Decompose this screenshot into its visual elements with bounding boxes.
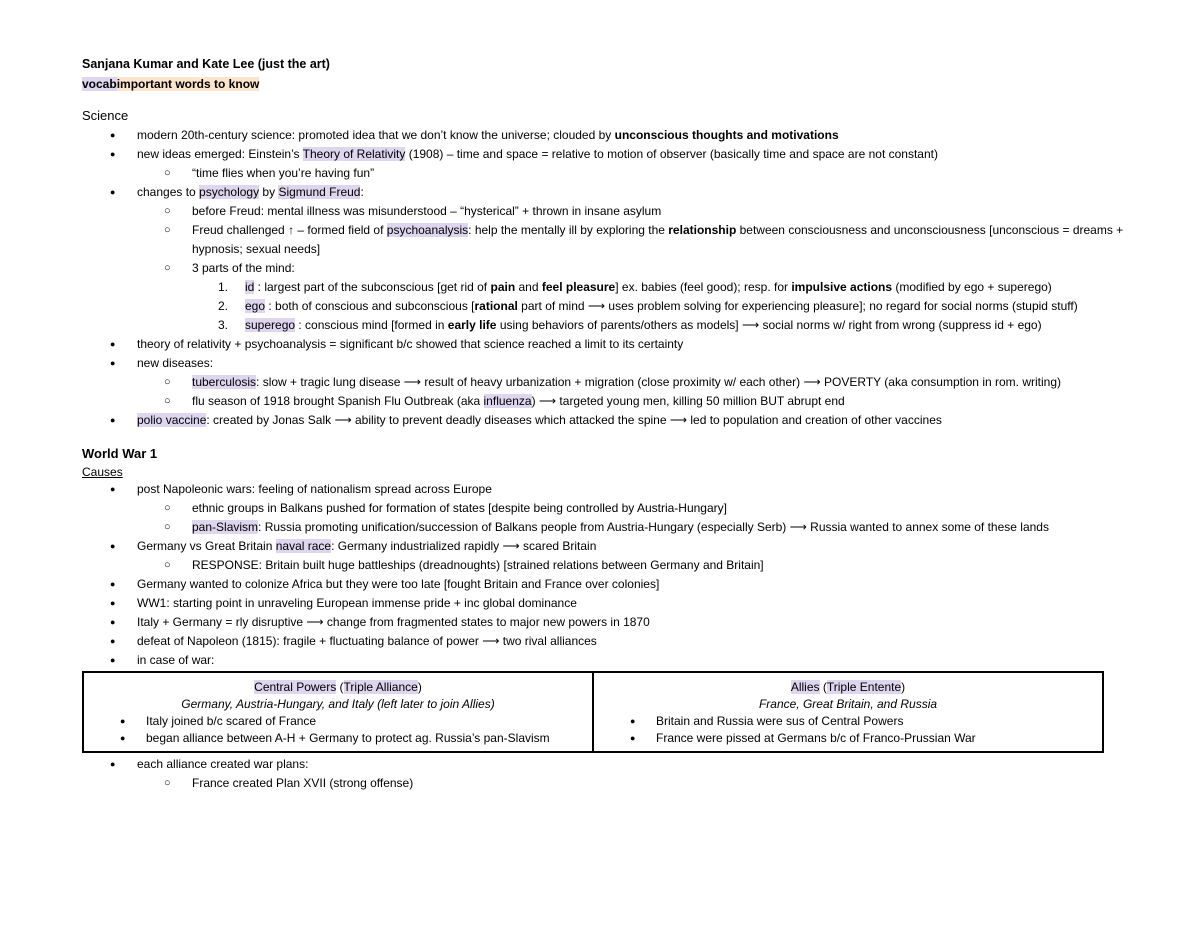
list-numbered-item: 2. ego : both of conscious and subconscious [rational part of mind ⟶ uses problem solving for experiencing pleasure]; no regard for social norms (stupid stuff): [218, 299, 1078, 313]
allies-members: France, Great Britain, and Russia: [758, 697, 938, 711]
alliances-table: [82, 671, 1104, 753]
list-item: ● France were pissed at Germans b/c of Franco-Prussian War: [602, 730, 1094, 747]
list-item: ● modern 20th-century science: promoted idea that we don’t know the universe; clouded by unconscious thoughts and motivations: [82, 126, 1122, 145]
science-list: [82, 126, 1122, 430]
list-item: ● Germany vs Great Britain naval race: Germany industrialized rapidly ⟶ scared Britain: [82, 537, 1122, 556]
list-item: ● Italy joined b/c scared of France: [92, 713, 584, 730]
authors-line: Sanjana Kumar and Kate Lee (just the art): [82, 57, 330, 71]
list-item: ● post Napoleonic wars: feeling of nationalism spread across Europe: [82, 480, 1122, 499]
list-subitem: ○ RESPONSE: Britain built huge battleships (dreadnoughts) [strained relations between Germany and Britain]: [82, 556, 1122, 575]
list-numbered-item: 1. id : largest part of the subconscious [get rid of pain and feel pleasure] ex. babies (feel good); resp. for impulsive actions (modified by ego + superego): [218, 280, 1052, 294]
list-item: ● in case of war:: [82, 651, 1122, 670]
list-item: ● new ideas emerged: Einstein’s Theory of Relativity (1908) – time and space = relative to motion of observer (basically time and space are not constant): [82, 145, 1122, 164]
list-item: ● each alliance created war plans:: [82, 755, 1122, 774]
allies-title: Allies (Triple Entente): [790, 680, 906, 694]
list-item: ● changes to psychology by Sigmund Freud:: [82, 183, 1122, 202]
list-subitem: ○ 3 parts of the mind:: [82, 259, 1122, 278]
list-subitem: ○ tuberculosis: slow + tragic lung disease ⟶ result of heavy urbanization + migration (close proximity w/ each other) ⟶ POVERTY (aka consumption in rom. writing): [82, 373, 1122, 392]
list-subitem: ○ flu season of 1918 brought Spanish Flu Outbreak (aka influenza) ⟶ targeted young men, killing 50 million BUT abrupt end: [82, 392, 1122, 411]
legend-important: important words to know: [116, 77, 260, 91]
list-subitem: ○ before Freud: mental illness was misunderstood – “hysterical” + thrown in insane asylum: [82, 202, 1122, 221]
list-item: ● polio vaccine: created by Jonas Salk ⟶ ability to prevent deadly diseases which attacked the spine ⟶ led to population and creation of other vaccines: [82, 411, 1122, 430]
list-item: ● defeat of Napoleon (1815): fragile + fluctuating balance of power ⟶ two rival alliances: [82, 632, 1122, 651]
list-item: ● Germany wanted to colonize Africa but they were too late [fought Britain and France over colonies]: [82, 575, 1122, 594]
legend-vocab: vocab: [82, 77, 117, 91]
highlight-legend: [82, 75, 1122, 97]
notes-page: [82, 55, 1122, 793]
science-heading: Science: [82, 108, 129, 123]
list-item: ● began alliance between A-H + Germany to protect ag. Russia’s pan-Slavism: [92, 730, 584, 747]
list-numbered-item: 3. superego : conscious mind [formed in early life using behaviors of parents/others as models] ⟶ social norms w/ right from wrong (suppress id + ego): [218, 318, 1042, 332]
ww1-heading: World War 1: [82, 446, 158, 461]
central-powers-cell: [83, 672, 593, 752]
list-subitem: ○ ethnic groups in Balkans pushed for formation of states [despite being controlled by Austria-Hungary]: [82, 499, 1122, 518]
list-item: ● Britain and Russia were sus of Central Powers: [602, 713, 1094, 730]
allies-cell: [593, 672, 1103, 752]
list-item: ● theory of relativity + psychoanalysis = significant b/c showed that science reached a limit to its certainty: [82, 335, 1122, 354]
list-subitem: ○ pan-Slavism: Russia promoting unification/succession of Balkans people from Austria-Hungary (especially Serb) ⟶ Russia wanted to annex some of these lands: [82, 518, 1122, 537]
causes-subheading: Causes: [82, 465, 123, 479]
causes-list: [82, 480, 1122, 670]
central-powers-title: Central Powers (Triple Alliance): [254, 680, 422, 694]
war-plans-list: [82, 755, 1122, 793]
list-subitem: ○ Freud challenged ↑ – formed field of psychoanalysis: help the mentally ill by exploring the relationship between consciousness and unconsciousness [unconscious = dreams + hypnosis; sexual needs]: [82, 221, 1132, 259]
list-item: ● new diseases:: [82, 354, 1122, 373]
list-subitem: ○ “time flies when you’re having fun”: [82, 164, 1122, 183]
list-item: ● WW1: starting point in unraveling European immense pride + inc global dominance: [82, 594, 1122, 613]
list-subitem: ○ France created Plan XVII (strong offense): [82, 774, 1122, 793]
list-item: ● Italy + Germany = rly disruptive ⟶ change from fragmented states to major new powers in 1870: [82, 613, 1122, 632]
central-powers-members: Germany, Austria-Hungary, and Italy (left later to join Allies): [181, 697, 495, 711]
